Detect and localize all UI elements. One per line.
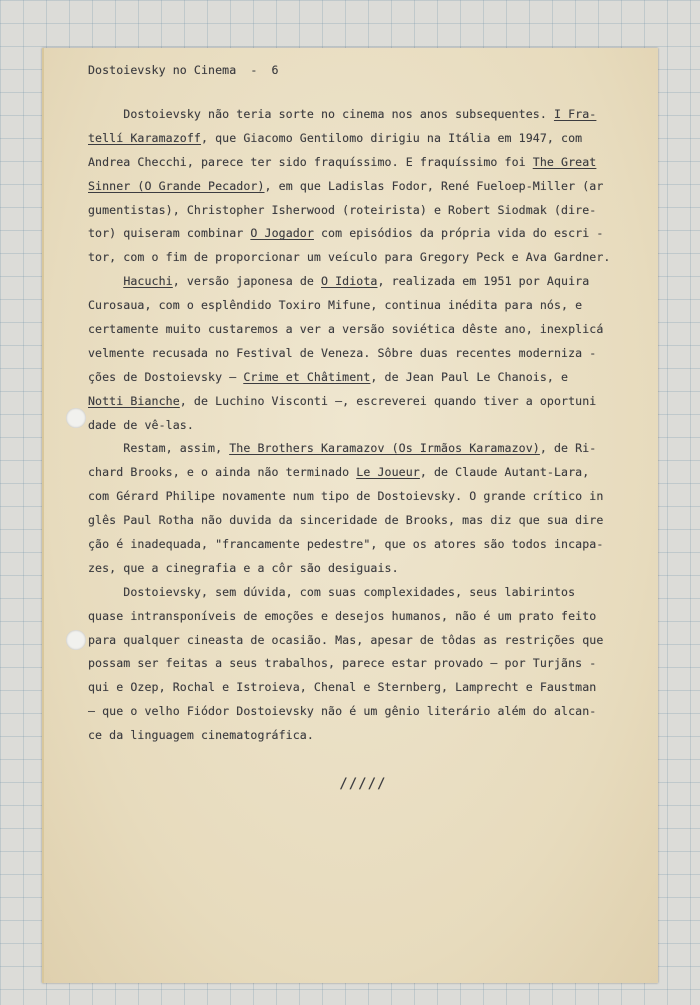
text-line (88, 127, 638, 151)
text-run: ce da linguagem cinematográfica. (88, 728, 314, 743)
text-line (88, 342, 638, 366)
text-line (88, 605, 638, 629)
text-run: ção é inadequada, "francamente pedestre", que os atores são todos incapa- (88, 537, 604, 552)
text-run: , realizada em 1951 por Aquira (377, 274, 590, 289)
text-run: — que o velho Fiódor Dostoievsky não é um gênio literário além do alcan- (88, 704, 597, 719)
text-line (88, 270, 638, 294)
text-line (88, 629, 638, 653)
text-line (88, 199, 638, 223)
text-line (88, 151, 638, 175)
text-line (88, 485, 638, 509)
underlined-title: tellí Karamazoff (88, 130, 201, 145)
page-header: Dostoievsky no Cinema - 6 (88, 63, 279, 77)
body-text (88, 103, 638, 748)
text-run: zes, que a cinegrafia e a côr são desiguais. (88, 560, 399, 575)
underlined-title: The Brothers Karamazov (Os Irmãos Karamazov) (229, 441, 540, 456)
text-line (88, 461, 638, 485)
text-line (88, 437, 638, 461)
text-run: Curosaua, com o esplêndido Toxiro Mifune, continua inédita para nós, e (88, 298, 583, 313)
text-line (88, 557, 638, 581)
underlined-title: Crime et Châtiment (243, 369, 371, 384)
text-run: , de Ri- (539, 441, 597, 456)
text-run: possam ser feitas a seus trabalhos, parece estar provado — por Turjãns - (88, 656, 597, 671)
underlined-title: Le Joueur (356, 465, 420, 480)
text-run (88, 274, 123, 288)
text-line (88, 175, 638, 199)
text-run: ções de Dostoievsky — (88, 369, 244, 384)
text-line (88, 294, 638, 318)
typewritten-page (42, 48, 658, 983)
text-run: tor, com o fim de proporcionar um veículo para Gregory Peck e Ava Gardner. (88, 250, 611, 265)
underlined-title: Sinner (O Grande Pecador) (88, 178, 265, 193)
text-run: , de Jean Paul Le Chanois, e (370, 369, 569, 384)
text-line (88, 509, 638, 533)
text-run: qui e Ozep, Rochal e Istroieva, Chenal e Sternberg, Lamprecht e Faustman (88, 680, 597, 695)
text-run: Dostoievsky não teria sorte no cinema nos anos subsequentes. (88, 107, 554, 121)
end-mark: ///// (339, 776, 387, 793)
text-line (88, 222, 638, 246)
text-run: gumentistas), Christopher Isherwood (roteirista) e Robert Siodmak (dire- (88, 202, 597, 217)
text-run: , de Luchino Visconti —, escreverei quando tiver a oportuni (179, 393, 597, 408)
text-run: com episódios da própria vida do escri - (313, 226, 604, 241)
text-run: velmente recusada no Festival de Veneza. Sôbre duas recentes moderniza - (88, 345, 597, 360)
text-line (88, 390, 638, 414)
text-line (88, 366, 638, 390)
text-run: para qualquer cineasta de ocasião. Mas, apesar de tôdas as restrições que (88, 632, 604, 647)
punch-hole (66, 630, 86, 650)
text-line (88, 414, 638, 438)
text-line (88, 318, 638, 342)
underlined-title: O Idiota (321, 274, 378, 289)
text-run: , versão japonesa de (172, 274, 321, 289)
text-run: chard Brooks, e o ainda não terminado (88, 465, 357, 480)
text-run: tor) quiseram combinar (88, 226, 251, 241)
text-line (88, 246, 638, 270)
text-run: quase intransponíveis de emoções e desejos humanos, não é um prato feito (88, 608, 597, 623)
underlined-title: I Fra- (553, 107, 597, 121)
punch-hole (66, 408, 86, 428)
text-run: Restam, assim, (88, 441, 230, 456)
underlined-title: O Jogador (250, 226, 314, 241)
text-line (88, 581, 638, 605)
underlined-title: The Great (532, 154, 597, 169)
text-line (88, 724, 638, 748)
text-line (88, 700, 638, 724)
text-line (88, 652, 638, 676)
text-line (88, 533, 638, 557)
text-run: Andrea Checchi, parece ter sido fraquíssimo. E fraquíssimo foi (88, 154, 533, 169)
text-run: , que Giacomo Gentilomo dirigiu na Itália em 1947, com (200, 130, 583, 145)
underlined-title: Hacuchi (123, 274, 173, 289)
text-run: Dostoievsky, sem dúvida, com suas complexidades, seus labirintos (88, 584, 576, 599)
text-run: , de Claude Autant-Lara, (419, 465, 590, 480)
underlined-title: Notti Bianche (88, 393, 180, 408)
text-run: certamente muito custaremos a ver a versão soviética dêste ano, inexplicá (88, 322, 604, 337)
text-run: glês Paul Rotha não duvida da sinceridade de Brooks, mas diz que sua dire (88, 513, 604, 528)
text-line (88, 103, 638, 127)
text-run: , em que Ladislas Fodor, René Fueloep-Miller (ar (264, 178, 604, 193)
text-run: dade de vê-las. (88, 417, 194, 432)
page-body (88, 63, 638, 792)
text-line (88, 676, 638, 700)
text-run: com Gérard Philipe novamente num tipo de Dostoievsky. O grande crítico in (88, 489, 604, 504)
